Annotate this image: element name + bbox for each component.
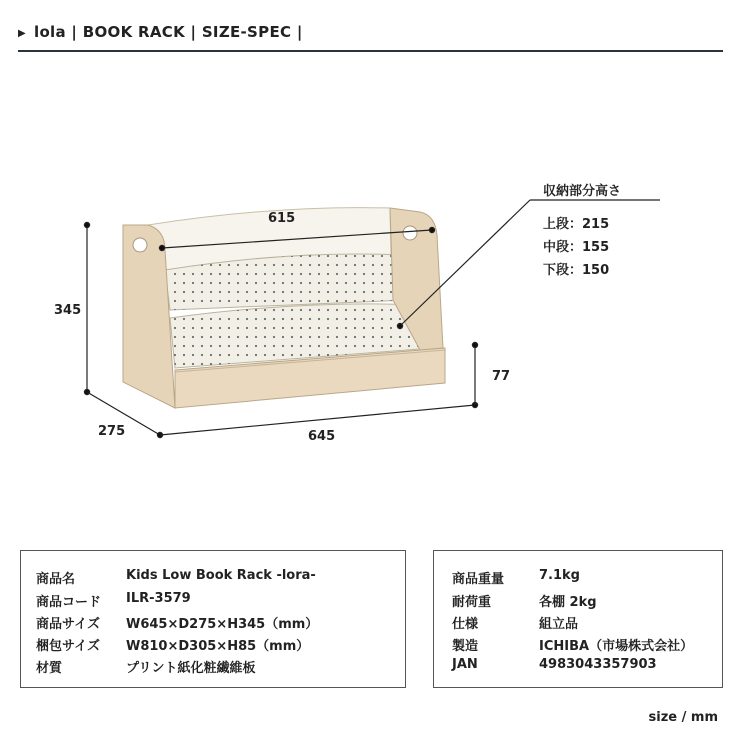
width-label: 645: [308, 429, 336, 444]
storage-row-middle: 中段：155: [543, 240, 610, 255]
spec-value: ILR-3579: [126, 591, 191, 606]
inner-width-label: 615: [268, 211, 296, 226]
spec-label: 製造: [452, 639, 479, 654]
spec-value: 4983043357903: [539, 657, 657, 672]
storage-height-callout: [543, 180, 673, 278]
depth-label: 275: [98, 424, 126, 439]
unit-note: size / mm: [648, 710, 718, 725]
spec-label: 材質: [36, 661, 63, 676]
front-height-label: 77: [492, 369, 511, 384]
spec-label: 商品サイズ: [36, 617, 100, 632]
spec-value: 7.1kg: [539, 568, 580, 583]
spec-value: ICHIBA（市場株式会社）: [539, 639, 694, 654]
spec-label: 梱包サイズ: [36, 639, 100, 654]
spec-value: W810×D305×H85（mm）: [126, 639, 310, 654]
spec-value: Kids Low Book Rack -lora-: [126, 568, 316, 583]
spec-table-left: [20, 550, 406, 688]
spec-value: W645×D275×H345（mm）: [126, 617, 319, 632]
storage-row-upper: 上段：215: [543, 217, 610, 232]
spec-label: 耐荷重: [452, 595, 492, 610]
storage-height-title: 収納部分高さ: [543, 184, 622, 199]
header-triangle-icon: ▶: [18, 28, 26, 39]
spec-value: 組立品: [539, 617, 579, 632]
spec-table-right: [433, 550, 723, 688]
spec-value: プリント紙化粧繊維板: [126, 661, 256, 676]
spec-label: 商品コード: [36, 595, 102, 610]
spec-label: 商品名: [36, 572, 76, 587]
right-handle-hole: [403, 226, 417, 240]
spec-label: 仕様: [452, 617, 479, 632]
storage-row-lower: 下段：150: [543, 263, 610, 278]
spec-value: 各棚 2kg: [539, 595, 597, 610]
left-handle-hole: [133, 238, 147, 252]
spec-label: 商品重量: [452, 572, 505, 587]
height-label: 345: [54, 303, 82, 318]
page-title: lola | BOOK RACK | SIZE-SPEC |: [34, 23, 303, 41]
spec-label: JAN: [452, 657, 478, 672]
